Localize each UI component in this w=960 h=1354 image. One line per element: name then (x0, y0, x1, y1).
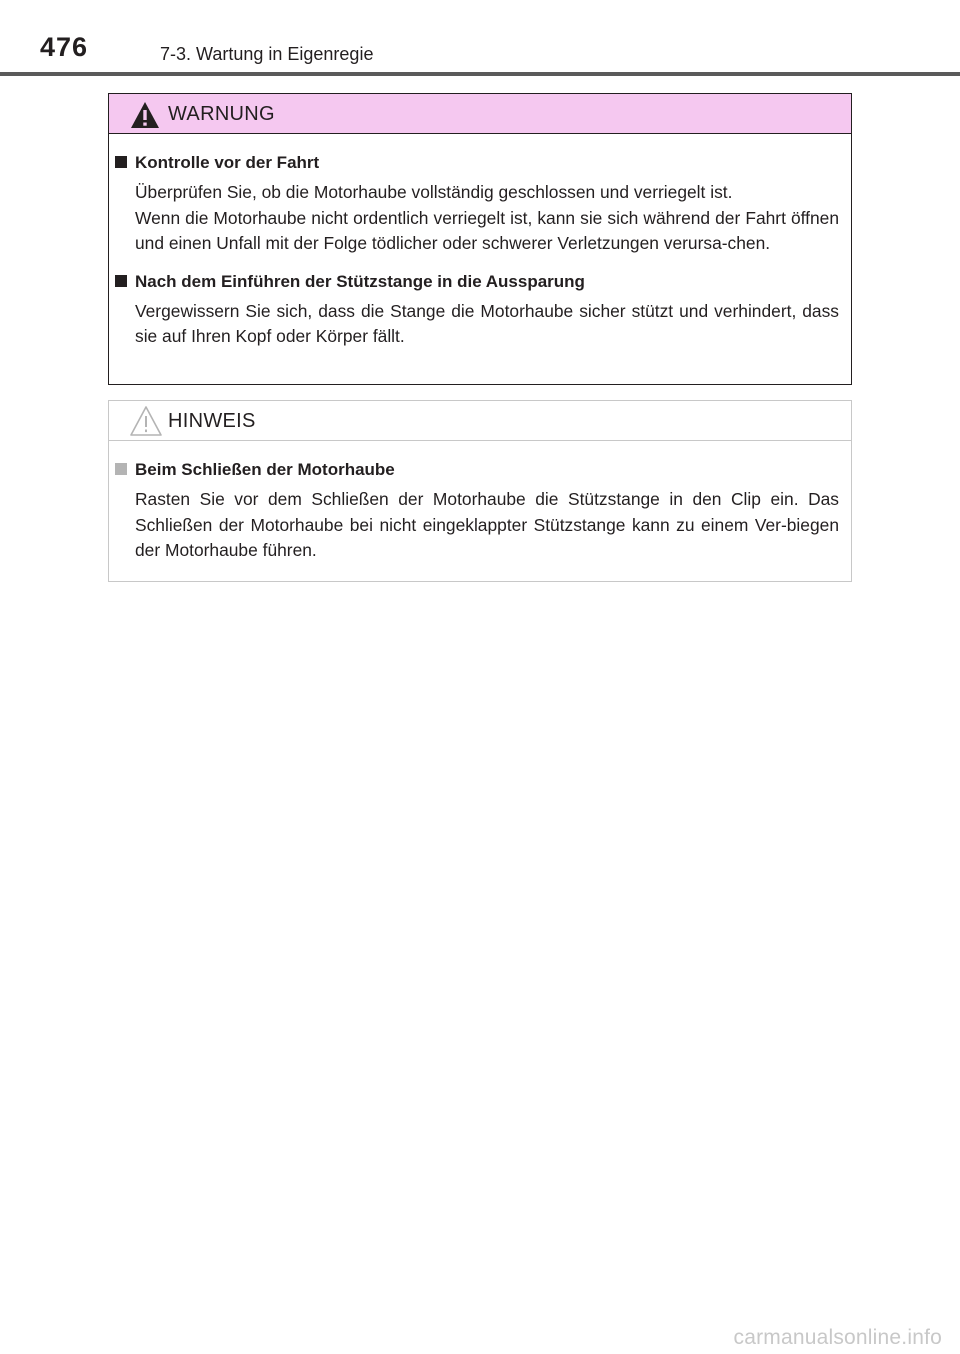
page-number: 476 (40, 32, 89, 62)
warning-triangle-filled-icon (129, 100, 161, 130)
notice-box (108, 400, 852, 582)
warning-paragraph: Überprüfen Sie, ob die Motorhaube vollständig geschlossen und verriegelt ist. (135, 182, 733, 202)
header-rule (0, 72, 960, 76)
warning-item (123, 150, 839, 257)
warning-paragraph: Wenn die Motorhaube nicht ordentlich verriegelt ist, kann sie sich während der Fahrt öffnen und einen Unfall mit der Folge tödlicher oder schwerer Verletzungen verursa-chen. (135, 207, 839, 254)
caution-triangle-outline-icon (129, 404, 163, 438)
section-title: 7-3. Wartung in Eigenregie (160, 44, 374, 64)
notice-heading: HINWEIS (168, 410, 256, 432)
bullet-square-icon (115, 275, 127, 287)
warning-item-title-text: Nach dem Einführen der Stützstange in die Aussparung (135, 271, 585, 291)
notice-body (109, 441, 851, 564)
warning-body (109, 134, 851, 350)
warning-item (123, 269, 839, 350)
bullet-square-icon (115, 463, 127, 475)
notice-item-text (123, 487, 839, 564)
warning-paragraph: Vergewissern Sie sich, dass die Stange die Motorhaube sicher stützt und verhindert, dass sie auf Ihren Kopf oder Körper fällt. (135, 300, 839, 347)
watermark: carmanualsonline.info (733, 1326, 942, 1349)
warning-box (108, 93, 852, 385)
bullet-square-icon (115, 156, 127, 168)
notice-box-header (109, 401, 851, 441)
notice-paragraph: Rasten Sie vor dem Schließen der Motorhaube die Stützstange in den Clip ein. Das Schließen der Motorhaube bei nicht eingeklappter Stützstange kann zu einem Ver-biegen der Motorhaube führen. (135, 489, 839, 561)
warning-item-text (123, 299, 839, 350)
notice-item-title (123, 457, 839, 483)
warning-item-title-text: Kontrolle vor der Fahrt (135, 153, 320, 172)
warning-item-title (123, 269, 839, 295)
notice-item (123, 457, 839, 564)
warning-box-header (109, 94, 851, 134)
warning-item-text (123, 180, 839, 257)
notice-item-title-text: Beim Schließen der Motorhaube (135, 460, 395, 479)
warning-heading: WARNUNG (168, 103, 275, 125)
page-header (0, 0, 960, 78)
warning-item-title (123, 150, 839, 176)
